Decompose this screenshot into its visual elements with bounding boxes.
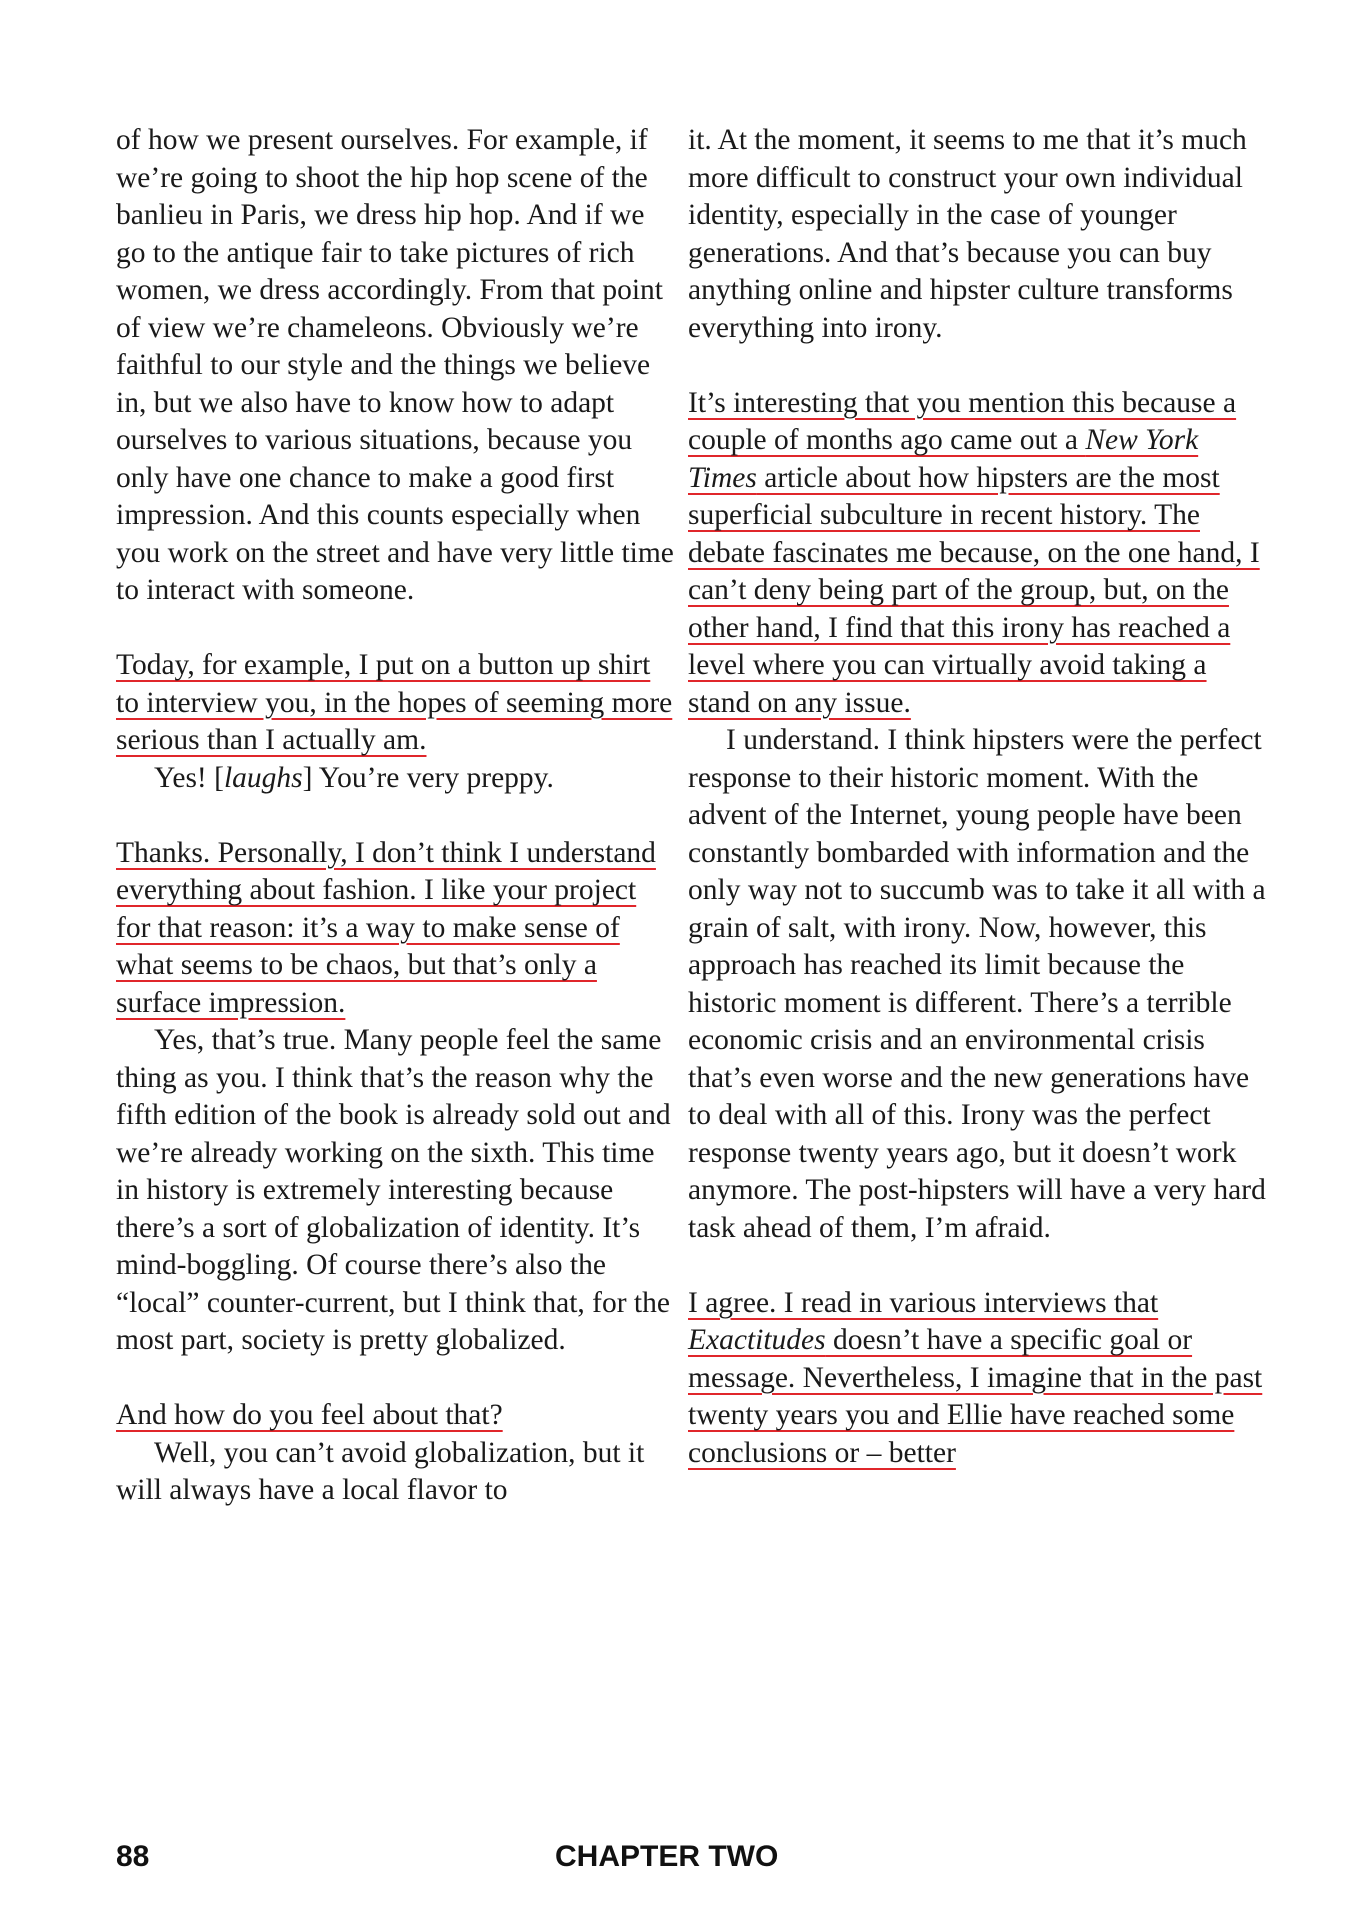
page-number: 88 (116, 1840, 150, 1873)
chapter-title: CHAPTER TWO (555, 1840, 779, 1873)
question-text: Today, for example, I put on a button up shirt to interview you, in the hopes of seeming more serious than I actually am. (116, 649, 673, 756)
answer-paragraph: I understand. I think hipsters were the perfect response to their historic moment. With the advent of the Internet, young people have been constantly bombarded with information and the only way not to succumb was to take it all with a grain of salt, with irony. Now, however, this approach has reached its limit because the historic moment is different. There’s a terrible economic crisis and an environmental crisis that’s even worse and the new generations have to deal with all of this. Irony was the perfect response twenty years ago, but it doesn’t work anymore. The post-hipsters will have a very hard task ahead of them, I’m afraid. (688, 724, 1266, 1244)
question-text: And how do you feel about that? (116, 1399, 503, 1431)
answer-paragraph: Yes! [laughs] You’re very preppy. (154, 761, 554, 794)
right-column (688, 122, 1268, 1472)
answer-paragraph: Yes, that’s true. Many people feel the same thing as you. I think that’s the reason why the fifth edition of the book is already sold out and we’re already working on the sixth. This time in history is extremely interesting because there’s a sort of globalization of identity. It’s mind-boggling. Of course there’s also the “local” counter-current, but I think that, for the most part, society is pretty globalized. (116, 1024, 671, 1356)
answer-paragraph: of how we present ourselves. For example, if we’re going to shoot the hip hop scene of the banlieu in Paris, we dress hip hop. And if we go to the antique fair to take pictures of rich women, we dress accordingly. From that point of view we’re chameleons. Obviously we’re faithful to our style and the things we believe in, but we also have to know how to adapt ourselves to various situations, because you only have one chance to make a good first impression. And this counts especially when you work on the street and have very little time to interact with someone. (116, 124, 674, 606)
answer-paragraph: it. At the moment, it seems to me that it’s much more difficult to construct your own individual identity, especially in the case of younger generations. And that’s because you can buy anything online and hipster culture transforms everything into irony. (688, 124, 1247, 344)
question-paragraph: I agree. I read in various interviews that Exactitudes doesn’t have a specific goal or message. Nevertheless, I imagine that in the past twenty years you and Ellie have reached some conclusions or – better (688, 1286, 1263, 1469)
question-text: Thanks. Personally, I don’t think I understand everything about fashion. I like your project for that reason: it’s a way to make sense of what seems to be chaos, but that’s only a surface impression. (116, 836, 656, 1019)
left-column (116, 122, 676, 1510)
question-paragraph: It’s interesting that you mention this because a couple of months ago came out a New York Times article about how hipsters are the most superficial subculture in recent history. The debate fascinates me because, on the one hand, I can’t deny being part of the group, but, on the other hand, I find that this irony has reached a level where you can virtually avoid taking a stand on any issue. (688, 386, 1260, 719)
question-paragraph (116, 647, 676, 760)
question-paragraph (116, 835, 676, 1023)
answer-paragraph: Well, you can’t avoid globalization, but it will always have a local flavor to (116, 1436, 645, 1506)
question-paragraph (116, 1397, 676, 1435)
